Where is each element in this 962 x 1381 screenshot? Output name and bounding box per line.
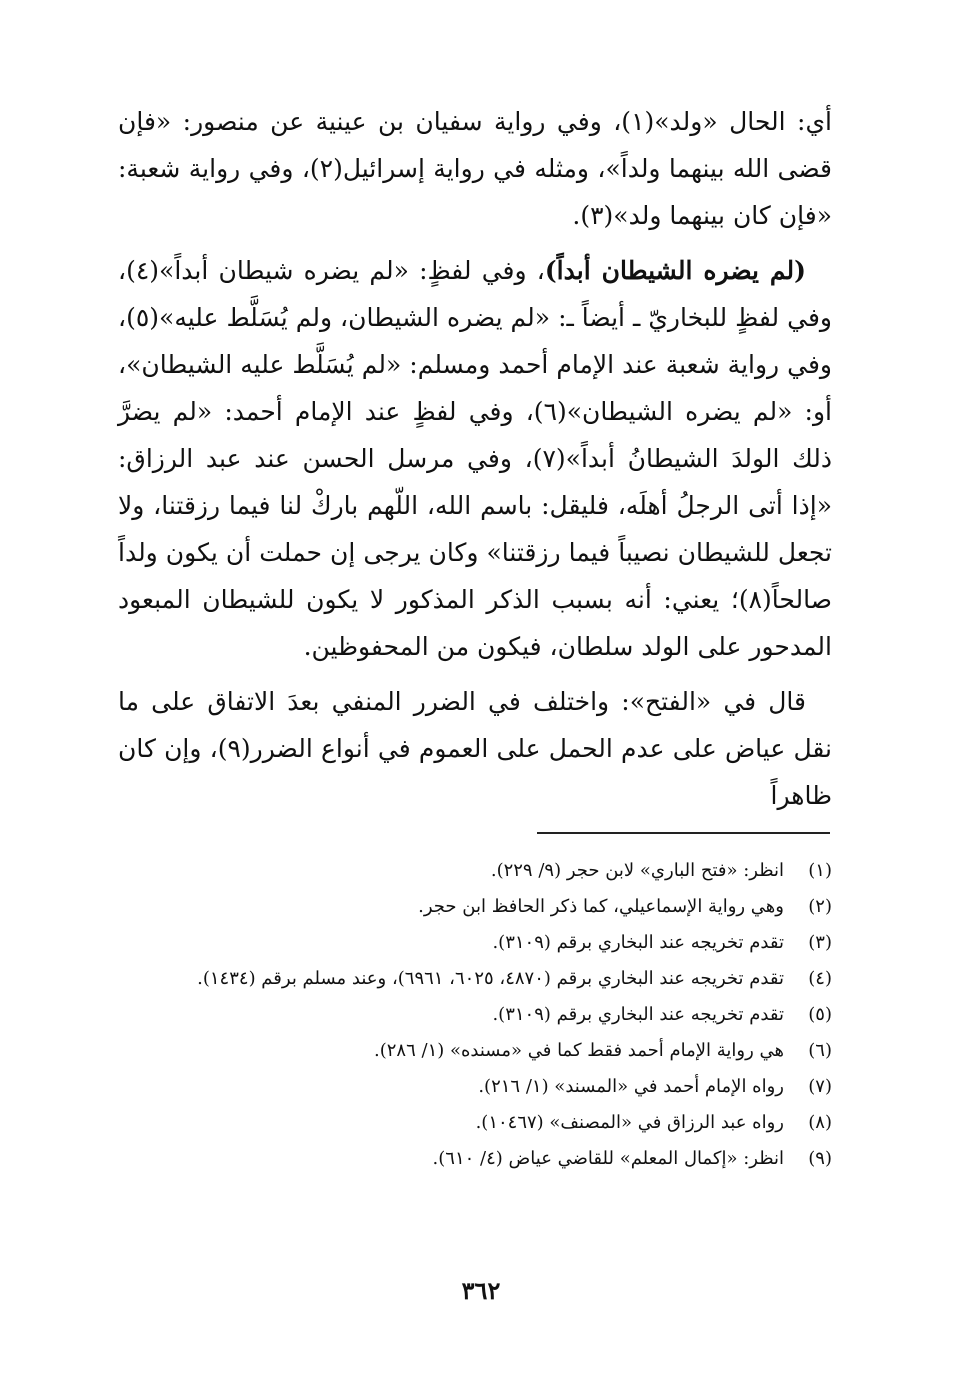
paragraph-lead: (لم يضره الشيطان أبداً) bbox=[544, 256, 806, 285]
footnote-number: (٨) bbox=[808, 1112, 832, 1133]
footnote-number: (٣) bbox=[808, 932, 832, 953]
footnote bbox=[110, 1069, 832, 1105]
footnote-text: انظر: «إكمال المعلم» للقاضي عياض (٤/ ٦١٠). bbox=[432, 1148, 784, 1169]
footnote-text: رواه عبد الرزاق في «المصنف» (١٠٤٦٧). bbox=[475, 1112, 784, 1133]
footnote-number: (٢) bbox=[808, 896, 832, 917]
footnote-text: انظر: «فتح الباري» لابن حجر (٩/ ٢٢٩). bbox=[490, 860, 784, 881]
footnote-number: (١) bbox=[808, 860, 832, 881]
footnote bbox=[110, 853, 832, 889]
footnote-number: (٥) bbox=[808, 1004, 832, 1025]
paragraph-text: ، وفي لفظٍ: «لم يضره شيطان أبداً»(٤)، وفي لفظٍ للبخاريّ ـ أيضاً ـ: «لم يضره الشيطان، ولم يُسَلَّط عليه»(٥)، وفي رواية شعبة عند الإمام أحمد ومسلم: «لم يُسَلَّط عليه الشيطان»، أو: «لم يضره الشيطان»(٦)، وفي لفظٍ عند الإمام أحمد: «لم يضرَّ ذلك الولدَ الشيطانُ أبداً»(٧)، وفي مرسل الحسن عند عبد الرزاق: «إذا أتى الرجلُ أهلَه، فليقل: باسم الله، اللّهم باركْ لنا فيما رزقتنا، ولا تجعل للشيطان نصيباً فيما رزقتنا» وكان يرجى إن حملت أن يكون ولداً صالحاً(٨)؛ يعني: أنه بسبب الذكر المذكور لا يكون للشيطان المبعود المدحور على الولد سلطان، فيكون من المحفوظين. bbox=[118, 256, 832, 661]
footnote-text: تقدم تخريجه عند البخاري برقم (٤٨٧٠، ٦٠٢٥، ٦٩٦١)، وعند مسلم برقم (١٤٣٤). bbox=[197, 968, 784, 989]
footnote-number: (٧) bbox=[808, 1076, 832, 1097]
footnote-text: وهي رواية الإسماعيلي، كما ذكر الحافظ ابن حجر. bbox=[418, 896, 784, 917]
footnote bbox=[110, 1141, 832, 1177]
footnote bbox=[110, 1105, 832, 1141]
paragraph-1 bbox=[118, 98, 832, 239]
footnote-text: هي رواية الإمام أحمد فقط كما في «مسنده» (١/ ٢٨٦). bbox=[374, 1040, 784, 1061]
footnote-divider bbox=[537, 832, 830, 834]
footnote-text: تقدم تخريجه عند البخاري برقم (٣١٠٩). bbox=[492, 1004, 784, 1025]
footnote-text: رواه الإمام أحمد في «المسند» (١/ ٢١٦). bbox=[478, 1076, 784, 1097]
page-number: ٣٦٢ bbox=[461, 1276, 501, 1305]
footnote bbox=[110, 961, 832, 997]
footnote bbox=[110, 889, 832, 925]
footnote-number: (٦) bbox=[808, 1040, 832, 1061]
footnote bbox=[110, 997, 832, 1033]
footnote bbox=[110, 925, 832, 961]
paragraph-2 bbox=[118, 247, 832, 670]
paragraph-text: قال في «الفتح»: واختلف في الضرر المنفي بعدَ الاتفاق على ما نقل عياض على عدم الحمل على العموم في أنواع الضرر(٩)، وإن كان ظاهراً bbox=[118, 687, 832, 810]
footnotes bbox=[110, 853, 832, 1177]
paragraph-3 bbox=[118, 678, 832, 819]
main-text bbox=[118, 98, 832, 819]
footnote-number: (٩) bbox=[808, 1148, 832, 1169]
footnote-number: (٤) bbox=[808, 968, 832, 989]
footnote-text: تقدم تخريجه عند البخاري برقم (٣١٠٩). bbox=[492, 932, 784, 953]
paragraph-text: أي: الحال «ولد»(١)، وفي رواية سفيان بن عينية عن منصور: «فإن قضى الله بينهما ولداً»، ومثله في رواية إسرائيل(٢)، وفي رواية شعبة: «فإن كان بينهما ولد»(٣). bbox=[118, 107, 832, 230]
footnote bbox=[110, 1033, 832, 1069]
